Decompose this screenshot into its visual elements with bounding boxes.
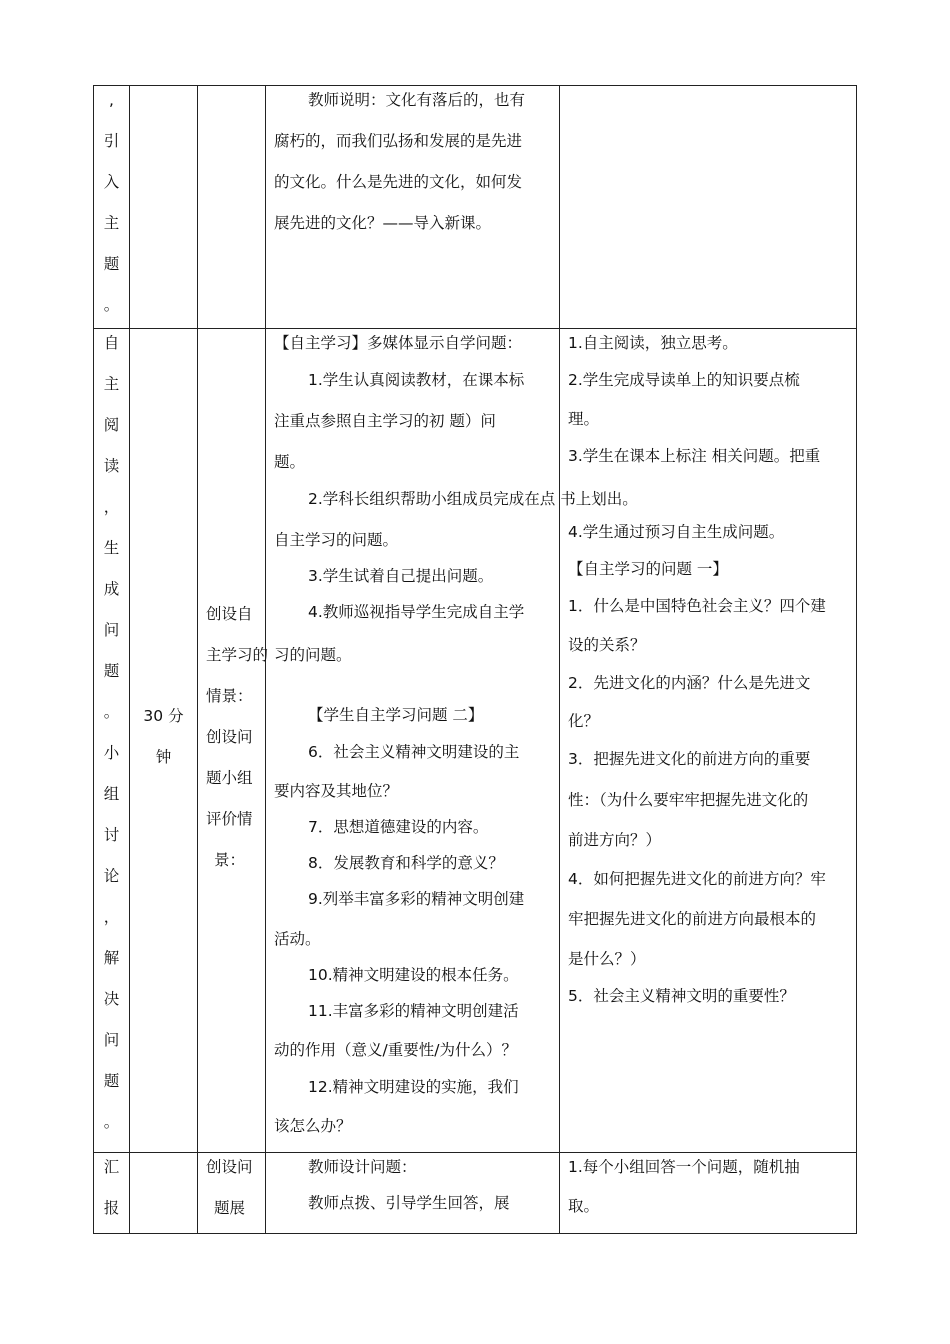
stage-char: 小 [103,744,120,762]
text-line: 3.学生在课本上标注 相关问题。把重 [568,447,821,465]
text-line: 牢把握先进文化的前进方向最根本的 [568,910,817,928]
row-divider-1 [93,328,857,329]
text-line: 动的作用（意义/重要性/为什么）？ [274,1041,517,1059]
stage-char: 论 [103,867,120,885]
text-line: 取。 [568,1197,600,1215]
stage-char: 主 [103,214,120,232]
text-line: 创设问 [206,1158,253,1176]
text-line: 12.精神文明建设的实施，我们 [308,1078,519,1096]
text-line: 2.学科长组织帮助小组成员完成在点 书上划出。 [308,490,638,508]
text-line: 自主学习的问题。 [274,531,399,549]
text-line: 9.列举丰富多彩的精神文明创建 [308,890,525,908]
stage-char: ， [103,498,120,516]
text-line: 4.教师巡视指导学生完成自主学 [308,603,525,621]
stage-char: 讨 [103,826,120,844]
stage-char: ， [103,908,120,926]
text-line: 活动。 [274,930,321,948]
stage-char: 解 [103,949,120,967]
stage-char: 报 [103,1199,120,1217]
text-line: 1.每个小组回答一个问题，随机抽 [568,1158,800,1176]
text-line: 1.自主阅读，独立思考。 [568,334,738,352]
stage-char: 成 [103,580,120,598]
text-line: 3．把握先进文化的前进方向的重要 [568,750,811,768]
text-line: 是什么？） [568,950,646,968]
text-line: 主学习的 [206,646,269,664]
text-line: 创设自 [206,605,253,623]
stage-char: 题 [103,255,120,273]
stage-char: 汇 [103,1158,120,1176]
stage-char: 入 [103,173,120,191]
table-bottom-border [93,1233,857,1234]
text-line: 创设问 [206,728,253,746]
text-line: 6．社会主义精神文明建设的主 [308,743,520,761]
text-line: 10.精神文明建设的根本任务。 [308,966,519,984]
text-line: 习的问题。 [274,646,352,664]
table-top-border [93,85,857,86]
stage-char: 题 [103,662,120,680]
stage-char: 读 [103,457,120,475]
text-line: 7．思想道德建设的内容。 [308,818,489,836]
text-line: 前进方向？） [568,831,662,849]
col-border-4 [559,85,560,1234]
text-line: 教师说明：文化有落后的，也有 [308,91,526,109]
text-line: 要内容及其地位？ [274,782,399,800]
text-line: 性：（为什么要牢牢把握先进文化的 [568,791,809,809]
text-line: 教师点拨、引导学生回答，展 [308,1194,510,1212]
stage-char: 问 [103,621,120,639]
text-line: 注重点参照自主学习的初 题）问 [274,412,496,430]
text-line: 展先进的文化？——导入新课。 [274,214,492,232]
text-line: 化？ [568,712,600,730]
stage-char: 生 [103,539,120,557]
text-line: 1.学生认真阅读教材，在课本标 [308,371,525,389]
col-border-2 [197,85,198,1234]
row-divider-2 [93,1152,857,1153]
text-line: 【自主学习的问题 一】 [568,560,728,578]
text-line: 11.丰富多彩的精神文明创建活 [308,1002,519,1020]
text-line: 【学生自主学习问题 二】 [308,706,484,724]
text-line: 情景： [206,687,253,705]
text-line: 教师设计问题： [308,1158,417,1176]
text-line: 景： [214,851,246,869]
stage-char: 组 [103,785,120,803]
text-line: 4.学生通过预习自主生成问题。 [568,523,785,541]
stage-char: 主 [103,375,120,393]
text-line: 8．发展教育和科学的意义？ [308,854,504,872]
text-line: 2．先进文化的内涵？什么是先进文 [568,674,811,692]
time-text: 30 分 [143,707,184,725]
col-border-5 [856,85,857,1234]
stage-char: 题 [103,1072,120,1090]
text-line: 设的关系？ [568,636,646,654]
text-line: 3.学生试着自己提出问题。 [308,567,494,585]
text-line: 题。 [274,453,306,471]
text-line: 5．社会主义精神文明的重要性？ [568,987,795,1005]
text-line: 1．什么是中国特色社会主义？四个建 [568,597,826,615]
stage-char: 阅 [103,416,120,434]
text-line: 【自主学习】多媒体显示自学问题： [274,334,523,352]
stage-char: 。 [103,703,120,721]
stage-char: 。 [103,296,120,314]
stage-char: 自 [103,334,120,352]
stage-char: 引 [103,132,120,150]
text-line: 腐朽的，而我们弘扬和发展的是先进 [274,132,523,150]
text-line: 4．如何把握先进文化的前进方向？牢 [568,870,826,888]
text-line: 题展 [214,1199,246,1217]
text-line: 理。 [568,410,600,428]
stage-char: , [109,91,114,109]
stage-char: 。 [103,1113,120,1131]
text-line: 2.学生完成导读单上的知识要点梳 [568,371,800,389]
text-line: 评价情 [206,810,253,828]
text-line: 该怎么办？ [274,1117,352,1135]
stage-char: 决 [103,990,120,1008]
text-line: 题小组 [206,769,253,787]
text-line: 的文化。什么是先进的文化，如何发 [274,173,523,191]
time-text: 钟 [155,748,172,766]
stage-char: 问 [103,1031,120,1049]
